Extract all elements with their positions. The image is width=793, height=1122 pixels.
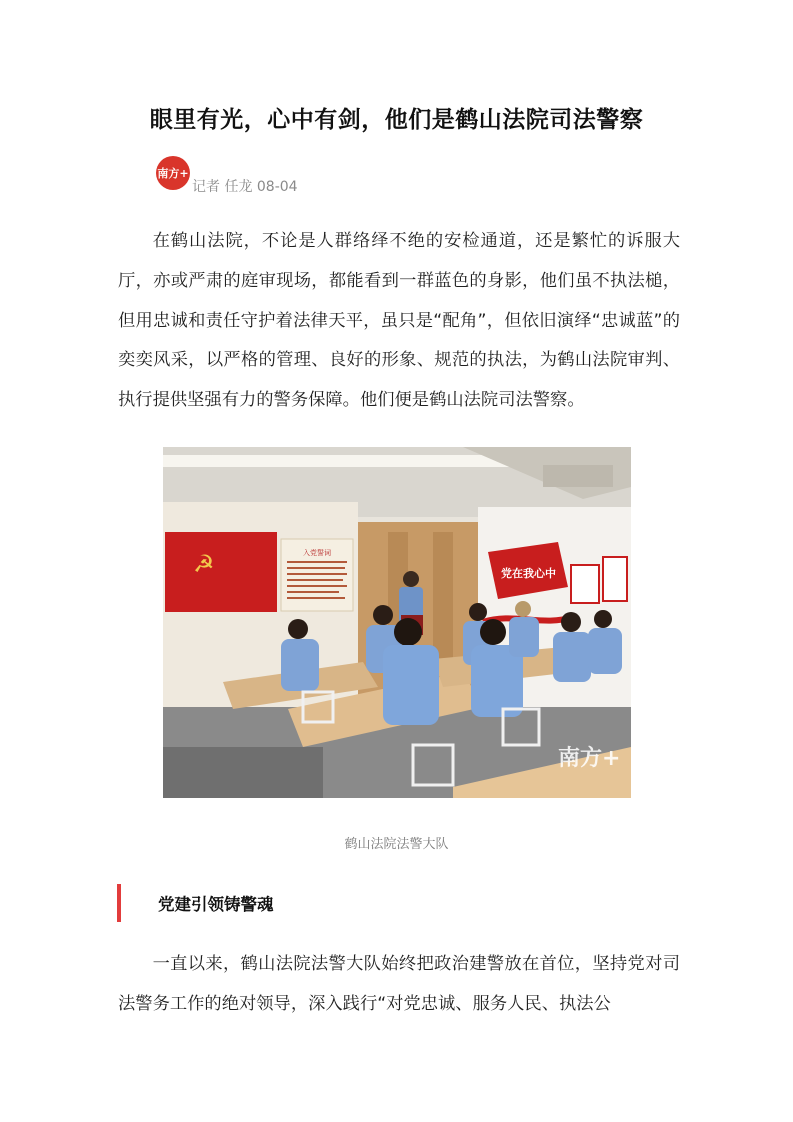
paragraph-intro: 在鹤山法院，不论是人群络绎不绝的安检通道，还是繁忙的诉服大厅，亦或严肃的庭审现场，都能看到一群蓝色的身影，他们虽不执法槌，但用忠诚和责任守护着法律天平，虽只是“配角”，但依旧演绎“忠诚蓝”的奕奕风采，以严格的管理、良好的形象、规范的执法，为鹤山法院审判、执行提供坚强有力的警务保障。他们便是鹤山法院司法警察。 <box>118 231 680 411</box>
photo-caption: 鹤山法院法警大队 <box>344 837 449 852</box>
svg-text:☭: ☭ <box>193 550 215 578</box>
author-date: 记者 任龙 08-04 <box>192 179 298 195</box>
paragraph-body: 一直以来，鹤山法院法警大队始终把政治建警放在首位，坚持党对司法警务工作的绝对领导，深入践行“对党忠诚、服务人民、执法公 <box>118 954 680 1014</box>
publisher-logo: 南方+ <box>156 156 190 190</box>
section-heading: 党建引领铸警魂 <box>158 895 274 914</box>
banner-text: 党在我心中 <box>501 567 556 580</box>
oath-wall-heading: 入党誓词 <box>303 549 331 557</box>
section-accent-bar <box>117 884 121 922</box>
photo-watermark: 南方+ <box>558 746 621 771</box>
article-title: 眼里有光，心中有剑，他们是鹤山法院司法警察 <box>149 107 644 133</box>
article-photo <box>163 447 631 798</box>
